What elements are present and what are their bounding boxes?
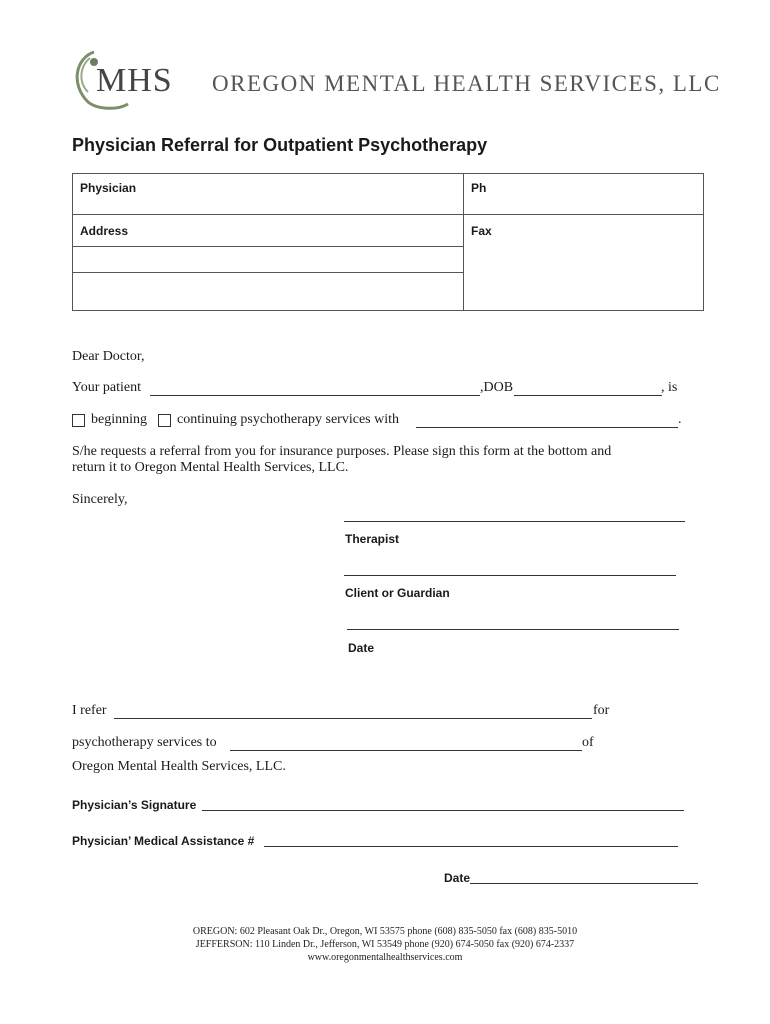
- beginning-label: beginning: [91, 412, 147, 427]
- services-to-label: psychotherapy services to: [72, 735, 217, 750]
- phone-field[interactable]: Ph: [471, 181, 487, 195]
- company-name: OREGON MENTAL HEALTH SERVICES, LLC: [212, 71, 721, 96]
- physician-signature-line[interactable]: [202, 810, 684, 811]
- box-divider-horizontal: [73, 214, 703, 215]
- footer-oregon: OREGON: 602 Pleasant Oak Dr., Oregon, WI 53575 phone (608) 835-5050 fax (608) 835-5010: [192, 926, 578, 937]
- footer-website[interactable]: www.oregonmentalhealthservices.com: [307, 952, 463, 963]
- physician-signature-label: Physician’s Signature: [72, 798, 197, 812]
- therapist-label: Therapist: [345, 532, 400, 546]
- for-label: for: [593, 703, 610, 718]
- address-field[interactable]: Address: [80, 224, 129, 238]
- body-line-2: return it to Oregon Mental Health Services, LLC.: [72, 460, 349, 475]
- physician-date-label: Date: [444, 871, 471, 885]
- medical-assistance-label: Physician’ Medical Assistance #: [72, 834, 255, 848]
- of-label: of: [582, 735, 594, 750]
- your-patient-label: Your patient: [72, 380, 141, 395]
- continuing-checkbox[interactable]: [158, 414, 171, 427]
- client-label: Client or Guardian: [345, 586, 450, 600]
- body-line-1: S/he requests a referral from you for insurance purposes. Please sign this form at the bottom and: [72, 444, 612, 459]
- box-divider-vertical: [463, 174, 464, 311]
- refer-patient-line[interactable]: [114, 718, 592, 719]
- continuing-label: continuing psychotherapy services with: [177, 412, 400, 427]
- dob-line[interactable]: [514, 395, 662, 396]
- referral-company: Oregon Mental Health Services, LLC.: [72, 759, 286, 774]
- therapist-name-line[interactable]: [416, 427, 678, 428]
- footer-jefferson: JEFFERSON: 110 Linden Dr., Jefferson, WI 53549 phone (920) 674-5050 fax (920) 674-2337: [195, 939, 575, 950]
- physician-date-line[interactable]: [470, 883, 698, 884]
- is-label: , is: [661, 380, 678, 395]
- date-label: Date: [348, 641, 375, 655]
- patient-name-line[interactable]: [150, 395, 480, 396]
- logo-text: MHS: [96, 62, 173, 99]
- form-title: Physician Referral for Outpatient Psychotherapy: [72, 135, 488, 155]
- closing: Sincerely,: [72, 492, 128, 507]
- address-line-1: [73, 246, 463, 247]
- services-to-line[interactable]: [230, 750, 582, 751]
- i-refer-label: I refer: [72, 703, 107, 718]
- dob-label: ,DOB: [480, 380, 514, 395]
- medical-assistance-line[interactable]: [264, 846, 678, 847]
- physician-field[interactable]: Physician: [80, 181, 137, 195]
- date-signature-line[interactable]: [347, 629, 679, 630]
- salutation: Dear Doctor,: [72, 349, 145, 364]
- fax-field[interactable]: Fax: [471, 224, 492, 238]
- address-line-2: [73, 272, 463, 273]
- therapist-signature-line[interactable]: [344, 521, 685, 522]
- period: .: [678, 412, 682, 427]
- beginning-checkbox[interactable]: [72, 414, 85, 427]
- physician-info-box: [72, 173, 704, 311]
- client-signature-line[interactable]: [344, 575, 676, 576]
